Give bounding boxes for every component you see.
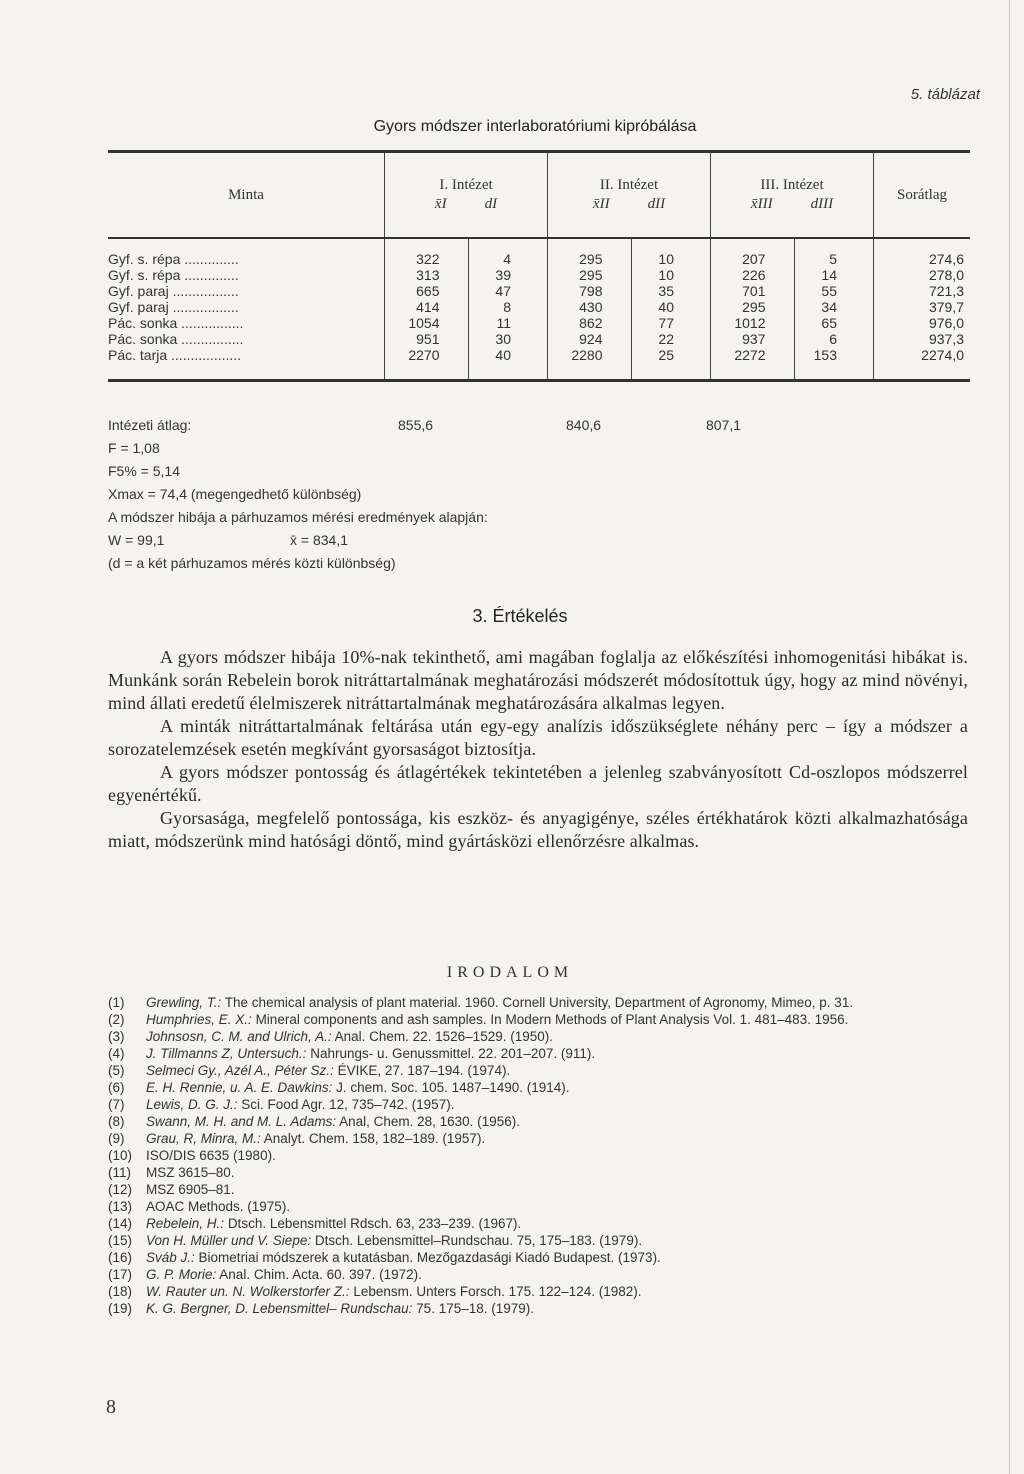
cell-d3: 34 [794,299,874,315]
table-row [108,267,970,283]
cell-d1: 11 [468,315,548,331]
reference-number: (8) [108,1114,125,1129]
reference-number: (12) [108,1182,133,1197]
reference-author: E. H. Rennie, u. A. E. Dawkins: [146,1080,333,1095]
results-table [108,150,970,382]
reference-text: MSZ 3615–80. [146,1165,235,1180]
evaluation-text [108,646,968,853]
sample-name: Gyf. paraj ................. [108,299,385,315]
reference-item [108,1130,974,1147]
cell-x3: 226 [711,267,795,283]
sample-name: Pác. sonka ................ [108,315,385,331]
cell-d1: 30 [468,331,548,347]
cell-average: 274,6 [928,251,964,267]
cell-d1: 39 [468,267,548,283]
cell-average: 976,0 [928,315,964,331]
reference-text: Nahrungs- u. Genussmittel. 22. 201–207. (911). [310,1046,596,1061]
cell-d1: 8 [468,299,548,315]
institute-average-row [108,414,808,437]
institute-average-2: 840,6 [566,417,602,433]
reference-text: Anal. Chem. 22. 1526–1529. (1950). [334,1029,553,1044]
reference-text: Anal. Chim. Acta. 60. 397. (1972). [219,1267,422,1282]
table-row [108,283,970,299]
reference-author: Sváb J.: [146,1250,195,1265]
header-d1: dI [484,196,498,212]
reference-number: (10) [108,1148,133,1163]
reference-number: (3) [108,1029,125,1044]
cell-x3: 2272 [711,347,795,381]
reference-number: (1) [108,995,125,1010]
f-value: F = 1,08 [108,440,160,456]
cell-average: 379,7 [928,299,964,315]
cell-d2: 10 [631,238,711,267]
cell-d3: 153 [794,347,874,381]
cell-average: 2274,0 [874,347,971,381]
institute-average-label: Intézeti átlag: [108,417,192,433]
table-row [108,315,970,331]
reference-item [108,1181,974,1198]
references-heading: IRODALOM [446,964,574,981]
cell-x1: 313 [385,267,469,283]
cell-average: 937,3 [928,331,964,347]
reference-author: Grau, R, Minra, M.: [146,1131,261,1146]
cell-x2: 862 [548,315,632,331]
institute-1-name: I. Intézet [439,177,493,193]
reference-text: MSZ 6905–81. [146,1182,235,1197]
cell-d3: 55 [794,283,874,299]
reference-item [108,1249,974,1266]
reference-item [108,1266,974,1283]
reference-author: K. G. Bergner, D. Lebensmittel– Rundschau: [146,1301,413,1316]
sample-name: Gyf. paraj ................. [108,283,385,299]
reference-item [108,1045,974,1062]
reference-text: Dtsch. Lebensmittel–Rundschau. 75, 175–183. (1979). [314,1233,643,1248]
reference-number: (7) [108,1097,125,1112]
cell-d2: 77 [631,315,711,331]
cell-x1: 665 [385,283,469,299]
institute-average-3: 807,1 [706,417,742,433]
cell-d1: 40 [468,347,548,381]
cell-x3: 701 [711,283,795,299]
reference-author: Lewis, D. G. J.: [146,1097,238,1112]
header-x3: x̄III [750,196,773,212]
header-x2: x̄II [592,196,610,212]
cell-average: 721,3 [928,283,964,299]
reference-number: (11) [108,1165,132,1180]
reference-number: (14) [108,1216,133,1231]
f5-value: F5% = 5,14 [108,463,180,479]
reference-text: Sci. Food Agr. 12, 735–742. (1957). [241,1097,455,1112]
method-error-line: A módszer hibája a párhuzamos mérési eredmények alapján: [108,509,488,525]
reference-author: W. Rauter un. N. Wolkerstorfer Z.: [146,1284,350,1299]
header-minta: Minta [108,152,385,239]
header-institute-1 [385,152,548,239]
reference-text: AOAC Methods. (1975). [146,1199,291,1214]
reference-number: (15) [108,1233,133,1248]
cell-d1: 47 [468,283,548,299]
references-list [108,994,974,1317]
reference-number: (16) [108,1250,133,1265]
table-row [108,347,970,381]
reference-text: Anal, Chem. 28, 1630. (1956). [339,1114,520,1129]
section-heading: 3. Értékelés [472,606,568,626]
reference-author: Selmeci Gy., Azél A., Péter Sz.: [146,1063,334,1078]
xmax-value: Xmax = 74,4 (megengedhető különbség) [108,486,362,502]
cell-x3: 1012 [711,315,795,331]
reference-number: (5) [108,1063,125,1078]
w-value: W = 99,1 [108,532,165,548]
cell-d2: 25 [631,347,711,381]
reference-author: Von H. Müller und V. Siepe: [146,1233,312,1248]
cell-d2: 35 [631,283,711,299]
header-d3: dIII [810,196,834,212]
reference-number: (4) [108,1046,125,1061]
reference-item [108,1011,974,1028]
sample-name: Gyf. s. répa .............. [108,267,385,283]
header-d2: dII [647,196,666,212]
reference-item [108,1147,974,1164]
header-institute-3 [711,152,874,239]
cell-x1: 951 [385,331,469,347]
institute-average-1: 855,6 [398,417,434,433]
cell-x2: 924 [548,331,632,347]
paragraph: A gyors módszer pontosság és átlagértékek tekintetében a jelenleg szabványosított Cd-oszlopos módszerrel egyenértékű. [108,762,968,805]
institute-3-name: III. Intézet [760,177,824,193]
reference-author: Grewling, T.: [146,995,222,1010]
cell-x1: 414 [385,299,469,315]
reference-item [108,1300,974,1317]
statistics-block [108,414,808,575]
reference-author: Rebelein, H.: [146,1216,225,1231]
table-row [108,331,970,347]
cell-d2: 10 [631,267,711,283]
reference-number: (2) [108,1012,125,1027]
paragraph: Gyorsasága, megfelelő pontossága, kis eszköz- és anyagigénye, széles értékhatárok közti alkalmazhatósága miatt, módszerünk mind hatósági döntő, mind gyártásközi ellenőrzésre alkalmas. [108,808,968,851]
reference-number: (9) [108,1131,125,1146]
reference-item [108,1283,974,1300]
cell-d2: 22 [631,331,711,347]
cell-x1: 1054 [385,315,469,331]
cell-x2: 798 [548,283,632,299]
reference-text: ISO/DIS 6635 (1980). [146,1148,276,1163]
reference-item [108,1028,974,1045]
sample-name: Gyf. s. répa .............. [108,238,385,267]
cell-d2: 40 [631,299,711,315]
sample-name: Pác. sonka ................ [108,331,385,347]
mean-value: x̄ = 834,1 [290,532,348,548]
cell-d3: 65 [794,315,874,331]
reference-author: J. Tillmanns Z, Untersuch.: [146,1046,307,1061]
reference-text: J. chem. Soc. 105. 1487–1490. (1914). [336,1080,570,1095]
cell-d3: 14 [794,267,874,283]
reference-item [108,994,974,1011]
reference-author: Johnsosn, C. M. and Ulrich, A.: [146,1029,332,1044]
header-row-average: Sorátlag [874,152,971,239]
reference-text: Lebensm. Unters Forsch. 175. 122–124. (1982). [353,1284,642,1299]
cell-x3: 295 [711,299,795,315]
reference-number: (19) [108,1301,133,1316]
reference-text: 75. 175–18. (1979). [416,1301,535,1316]
page-number: 8 [106,1396,116,1418]
cell-d3: 6 [794,331,874,347]
sample-name: Pác. tarja .................. [108,347,385,381]
cell-x3: 207 [711,238,795,267]
reference-text: The chemical analysis of plant material. 1960. Cornell University, Department of Agronomy, Mimeo, p. 31. [224,995,854,1010]
reference-text: Dtsch. Lebensmittel Rdsch. 63, 233–239. (1967). [227,1216,522,1231]
cell-x1: 322 [385,238,469,267]
table-row [108,299,970,315]
reference-item [108,1215,974,1232]
table-header-row [108,152,970,239]
reference-author: G. P. Morie: [146,1267,217,1282]
reference-item [108,1062,974,1079]
page-edge-line [1009,0,1010,1474]
cell-x1: 2270 [385,347,469,381]
reference-text: Analyt. Chem. 158, 182–189. (1957). [263,1131,486,1146]
reference-author: Humphries, E. X.: [146,1012,252,1027]
cell-average: 278,0 [928,267,964,283]
table-title: Gyors módszer interlaboratóriumi kipróbálása [373,118,697,135]
reference-number: (6) [108,1080,125,1095]
header-institute-2 [548,152,711,239]
cell-x2: 295 [548,238,632,267]
reference-text: ÉVIKE, 27. 187–194. (1974). [337,1063,511,1078]
reference-item [108,1164,974,1181]
cell-x2: 295 [548,267,632,283]
reference-text: Biometriai módszerek a kutatásban. Mezőgazdasági Kiadó Budapest. (1973). [198,1250,661,1265]
cell-x2: 430 [548,299,632,315]
table-row [108,238,970,267]
paragraph: A gyors módszer hibája 10%-nak tekinthető, ami magában foglalja az előkészítési inhomogenitási hibákat is. Munkánk során Rebelein borok nitráttartalmának meghatározási módszerét módosítottuk úgy, hogy az mind növényi, mind állati eredetű élelmiszerek nitráttartalmának meghatározására alkalmas legyen. [108,647,968,713]
reference-text: Mineral components and ash samples. In Modern Methods of Plant Analysis Vol. 1. 481–483. 1956. [255,1012,849,1027]
reference-number: (17) [108,1267,133,1282]
cell-d1: 4 [468,238,548,267]
reference-number: (18) [108,1284,133,1299]
reference-author: Swann, M. H. and M. L. Adams: [146,1114,337,1129]
header-x1: x̄I [434,196,447,212]
reference-item [108,1079,974,1096]
w-and-mean-row [108,529,808,552]
reference-item [108,1096,974,1113]
paragraph: A minták nitráttartalmának feltárása után egy-egy analízis időszükséglete néhány perc – így a módszer a sorozatelemzések esetén megkívánt gyorsaságot biztosítja. [108,716,968,759]
d-definition-note: (d = a két párhuzamos mérés közti különbség) [108,555,396,571]
reference-item [108,1113,974,1130]
cell-x3: 937 [711,331,795,347]
cell-x2: 2280 [548,347,632,381]
reference-item [108,1232,974,1249]
reference-number: (13) [108,1199,133,1214]
cell-d3: 5 [794,238,874,267]
table-number-label: 5. táblázat [910,86,980,103]
reference-item [108,1198,974,1215]
institute-2-name: II. Intézet [599,177,659,193]
